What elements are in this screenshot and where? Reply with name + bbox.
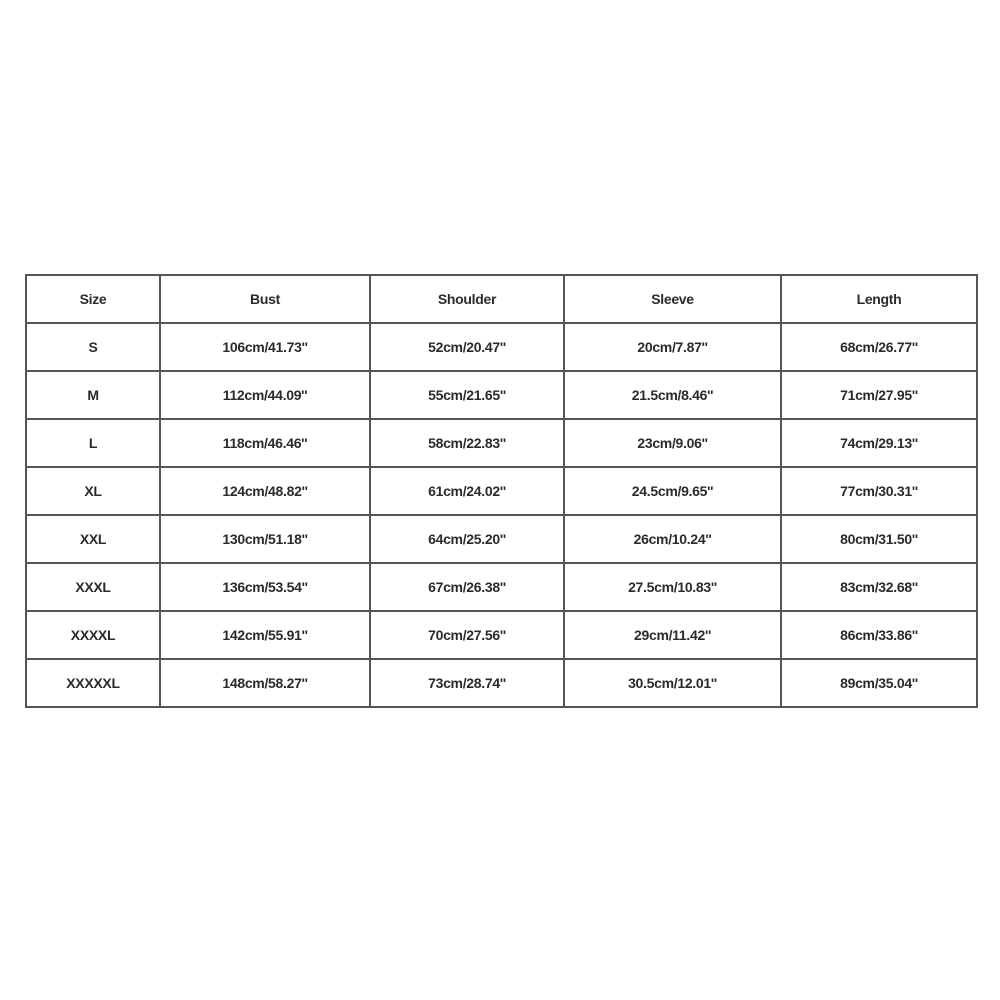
cell-sleeve: 23cm/9.06'' [564,419,781,467]
cell-bust: 106cm/41.73'' [160,323,370,371]
cell-sleeve: 24.5cm/9.65'' [564,467,781,515]
table-row [26,659,977,707]
cell-length: 71cm/27.95'' [781,371,977,419]
table-row [26,323,977,371]
table-row [26,371,977,419]
cell-length: 77cm/30.31'' [781,467,977,515]
table-row [26,515,977,563]
cell-size: XXXXXL [26,659,160,707]
cell-size: XXXXL [26,611,160,659]
cell-bust: 124cm/48.82'' [160,467,370,515]
cell-shoulder: 52cm/20.47'' [370,323,564,371]
cell-shoulder: 67cm/26.38'' [370,563,564,611]
cell-length: 68cm/26.77'' [781,323,977,371]
cell-size: XXL [26,515,160,563]
cell-shoulder: 64cm/25.20'' [370,515,564,563]
cell-size: M [26,371,160,419]
cell-sleeve: 20cm/7.87'' [564,323,781,371]
cell-size: XL [26,467,160,515]
cell-bust: 118cm/46.46'' [160,419,370,467]
cell-bust: 136cm/53.54'' [160,563,370,611]
cell-sleeve: 26cm/10.24'' [564,515,781,563]
table-row [26,419,977,467]
cell-length: 83cm/32.68'' [781,563,977,611]
cell-shoulder: 55cm/21.65'' [370,371,564,419]
cell-sleeve: 29cm/11.42'' [564,611,781,659]
header-length: Length [781,275,977,323]
header-bust: Bust [160,275,370,323]
cell-length: 86cm/33.86'' [781,611,977,659]
cell-bust: 142cm/55.91'' [160,611,370,659]
cell-size: L [26,419,160,467]
table-row [26,467,977,515]
header-sleeve: Sleeve [564,275,781,323]
cell-length: 74cm/29.13'' [781,419,977,467]
table-row [26,563,977,611]
cell-sleeve: 21.5cm/8.46'' [564,371,781,419]
cell-bust: 112cm/44.09'' [160,371,370,419]
cell-size: XXXL [26,563,160,611]
cell-bust: 148cm/58.27'' [160,659,370,707]
cell-length: 89cm/35.04'' [781,659,977,707]
cell-shoulder: 61cm/24.02'' [370,467,564,515]
table-row [26,611,977,659]
header-size: Size [26,275,160,323]
header-row [26,275,977,323]
cell-shoulder: 58cm/22.83'' [370,419,564,467]
cell-length: 80cm/31.50'' [781,515,977,563]
size-chart-table [25,274,978,708]
cell-bust: 130cm/51.18'' [160,515,370,563]
cell-size: S [26,323,160,371]
cell-shoulder: 73cm/28.74'' [370,659,564,707]
cell-shoulder: 70cm/27.56'' [370,611,564,659]
header-shoulder: Shoulder [370,275,564,323]
cell-sleeve: 27.5cm/10.83'' [564,563,781,611]
cell-sleeve: 30.5cm/12.01'' [564,659,781,707]
